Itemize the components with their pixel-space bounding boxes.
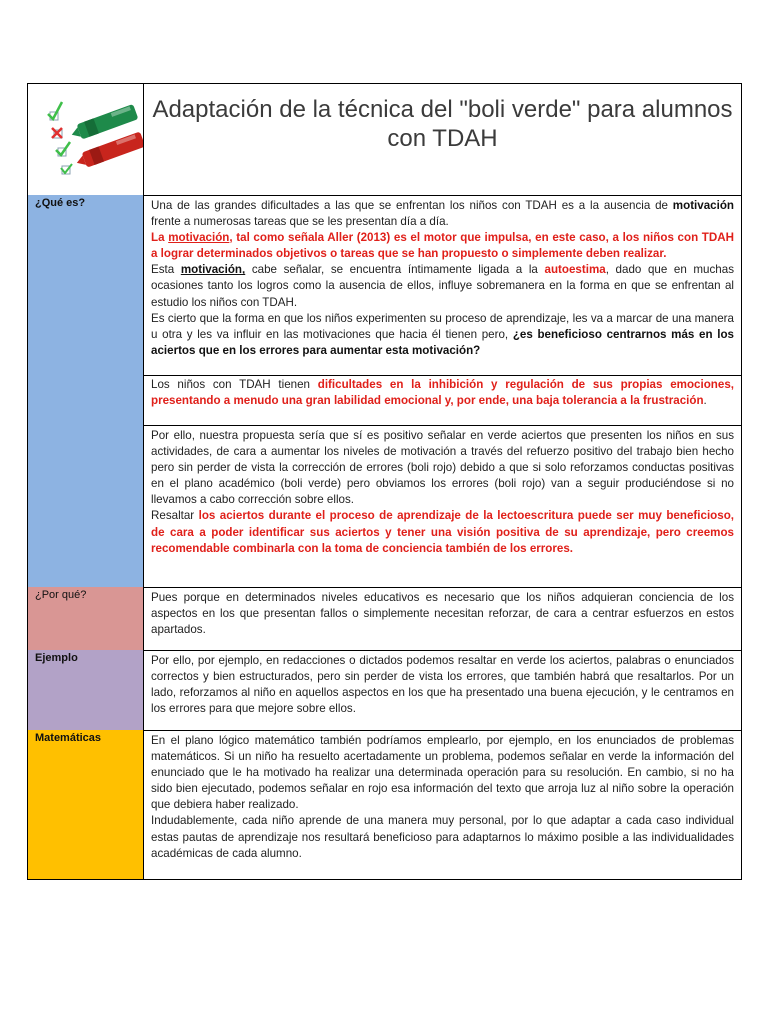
text-span: dificultades en la inhibición y regulación de sus propias emociones, presentando a menudo una gran labilidad emocional y, por ende, una baja tolerancia a la frustración [151, 378, 734, 408]
que-es-paragraph [151, 198, 734, 230]
que-es-label-cell [28, 195, 143, 587]
que-es-row [28, 195, 741, 588]
por-que-label-cell [28, 587, 143, 650]
text-span: . [703, 394, 707, 408]
ejemplo-row [28, 650, 741, 731]
emotions-text [151, 377, 734, 409]
header-image-cell [28, 84, 143, 195]
que-es-text [151, 198, 734, 359]
proposal-text [151, 428, 734, 557]
page-title: Adaptación de la técnica del "boli verde" para alumnos con TDAH [152, 96, 733, 152]
text-span: Los niños con TDAH tienen [151, 378, 318, 391]
matematicas-label-cell [28, 730, 143, 879]
matematicas-content-cell [143, 730, 741, 879]
text-span: ¿es beneficioso centrarnos más en los aciertos que en los errores para aumentar esta motivación? [151, 327, 734, 357]
text-span: cabe señalar, se encuentra íntimamente ligada a la [245, 263, 545, 277]
title-cell [143, 84, 741, 195]
ejemplo-label-cell [28, 650, 143, 730]
que-es-paragraph [151, 262, 734, 310]
ejemplo-content-cell [143, 650, 741, 730]
matematicas-row [28, 730, 741, 879]
matematicas-text [151, 733, 734, 862]
header-row [28, 84, 741, 196]
que-es-paragraph [151, 311, 734, 359]
text-span: autoestima [544, 263, 606, 277]
proposal-paragraph: Por ello, nuestra propuesta sería que sí es positivo señalar en verde aciertos que presenten los niños en sus actividades, de cara a aumentar los niveles de motivación a través del refuerzo positivo del trabajo bien hecho pero sin perder de vista la corrección de errores (boli rojo) debido a que si solo reforzamos conductas positivas en el plano académico (boli verde) pero obviamos los errores (boli rojo) van a seguir produciéndose si no llevamos a cabo corrección sobre ellos. [151, 429, 734, 507]
matematicas-label: Matemáticas [35, 732, 102, 744]
matematicas-paragraph: Indudablemente, cada niño aprende de una manera muy personal, por lo que adaptar a cada caso individual estas pautas de aprendizaje nos resultará beneficioso para adaptarnos lo máximo posible a las individualidades académicas de cada alumno. [151, 814, 734, 860]
emotions-box [144, 375, 741, 426]
emotions-paragraph [151, 377, 734, 409]
text-span: Resaltar [151, 509, 199, 523]
text-span: Una de las grandes dificultades a las que se enfrentan los niños con TDAH es a la ausencia de [151, 199, 673, 212]
text-span: , dado que en muchas ocasiones tanto los logros como la ausencia de ellos, influye sobremanera en la forma en que se enfrentan al estudio los niños con TDAH. [151, 263, 734, 309]
resaltar-paragraph [151, 508, 734, 556]
ejemplo-label: Ejemplo [35, 652, 78, 664]
text-span: frente a numerosas tareas que se les presentan día a día. [151, 215, 449, 229]
text-span: La [151, 231, 169, 245]
text-span: Esta [151, 263, 181, 277]
document-table [27, 83, 742, 880]
matematicas-paragraph: En el plano lógico matemático también podríamos emplearlo, por ejemplo, en los enunciados de problemas matemáticos. Si un niño ha resuelto acertadamente un problema, podemos señalar en verde la información del enunciado que le ha motivado ha realizar una determinada operación para su resolución. En cambio, si no ha sido bien ejecutado, podemos señalar en rojo esa información del texto que arroja luz al niño sobre la operación que debiera haber realizado. [151, 734, 734, 812]
por-que-label: ¿Por qué? [35, 589, 87, 601]
que-es-content-cell [143, 195, 741, 587]
ejemplo-text: Por ello, por ejemplo, en redacciones o dictados podemos resaltar en verde los aciertos, palabras o enunciados correctos y bien estructurados, pero sin perder de vista los errores, que también habrá que resaltarlos. Por un lado, reforzamos al niño en aquellos aspectos en los que ha presentado una buena ejecución, y le centramos en los errores para que mejore sobre ellos. [151, 654, 734, 716]
text-span: motivación, [180, 263, 246, 277]
text-span: los aciertos durante el proceso de aprendizaje de la lectoescritura puede ser muy beneficioso, de cara a poder identificar sus aciertos y tener una visión positiva de su aprendizaje, pero creemos recomendable combinarla con la toma de conciencia también de los errores. [151, 509, 734, 555]
text-span: motivación [672, 199, 734, 212]
que-es-label: ¿Qué es? [35, 197, 86, 209]
text-span: , tal como señala Aller (2013) es el motor que impulsa, en este caso, a los niños con TDAH a lograr determinados objetivos o tareas que se han propuesto o simplemente deben realizar. [151, 231, 734, 261]
por-que-content-cell [143, 587, 741, 650]
text-span: Es cierto que la forma en que los niños experimenten su proceso de aprendizaje, les va a marcar de una manera u otra y les va influir en las motivaciones que hacia él tienen pero, [151, 311, 734, 341]
que-es-paragraph [151, 230, 734, 262]
checklist-with-markers-icon [28, 84, 143, 194]
por-que-text: Pues porque en determinados niveles educativos es necesario que los niños adquieran conciencia de los aspectos en los que presentan fallos o simplemente necesitan reforzar, de cara a centrar esfuerzos en estos apartados. [151, 591, 734, 637]
text-span: motivación [168, 231, 230, 245]
por-que-row [28, 587, 741, 651]
